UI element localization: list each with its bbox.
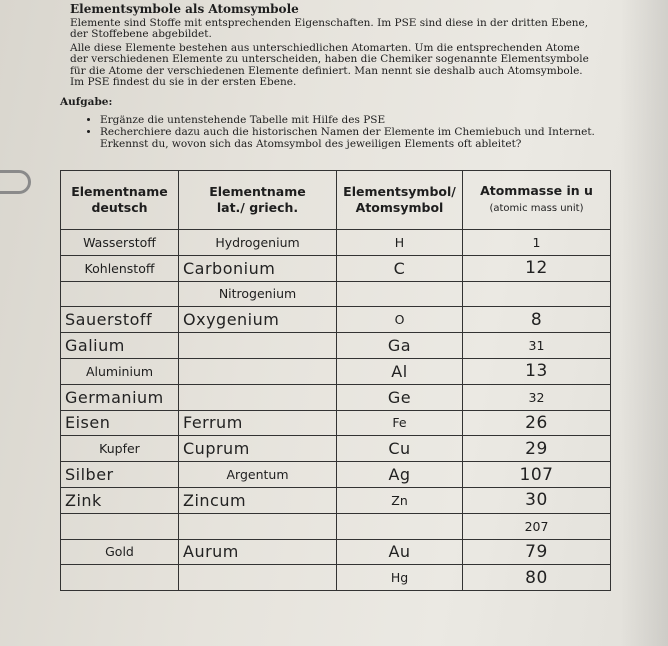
task-question: Erkennst du, wovon sich das Atomsymbol des jeweiligen Elements oft ableitet? [100,138,522,150]
table-row [61,410,611,436]
atomic-mass-cell[interactable] [463,281,611,307]
symbol-cell[interactable]: Ga [337,333,463,359]
task-item: • Ergänze die untenstehende Tabelle mit Hilfe des PSE [100,114,620,126]
german-name-cell[interactable] [61,513,179,539]
task-section [60,96,620,150]
table-row [61,565,611,591]
task-list [60,114,620,138]
latin-name-cell[interactable]: Argentum [179,462,337,488]
element-table [60,170,611,591]
atomic-mass-cell[interactable]: 8 [463,307,611,333]
atomic-mass-cell[interactable]: 79 [463,539,611,565]
latin-name-cell[interactable] [179,384,337,410]
german-name-cell[interactable]: Galium [61,333,179,359]
symbol-cell[interactable]: Au [337,539,463,565]
german-name-cell[interactable]: Germanium [61,384,179,410]
table-row [61,255,611,281]
atomic-mass-cell[interactable]: 29 [463,436,611,462]
table-row [61,539,611,565]
table-row [61,281,611,307]
german-name-cell[interactable]: Sauerstoff [61,307,179,333]
atomic-mass-cell[interactable]: 32 [463,384,611,410]
atomic-mass-cell[interactable]: 207 [463,513,611,539]
latin-name-cell[interactable]: Ferrum [179,410,337,436]
german-name-cell[interactable]: Silber [61,462,179,488]
atomic-mass-cell[interactable]: 26 [463,410,611,436]
latin-name-cell[interactable] [179,565,337,591]
table-row [61,462,611,488]
symbol-cell[interactable]: Zn [337,487,463,513]
latin-name-cell[interactable] [179,358,337,384]
symbol-cell[interactable] [337,513,463,539]
binder-ring [0,170,31,194]
symbol-cell[interactable]: C [337,255,463,281]
german-name-cell[interactable] [61,281,179,307]
table-row [61,358,611,384]
table-row [61,436,611,462]
atomic-mass-cell[interactable]: 30 [463,487,611,513]
table-row [61,513,611,539]
symbol-cell[interactable]: Hg [337,565,463,591]
header-german-name: Elementname deutsch [61,171,179,230]
latin-name-cell[interactable]: Zincum [179,487,337,513]
symbol-cell[interactable]: Ag [337,462,463,488]
atomic-mass-cell[interactable]: 31 [463,333,611,359]
latin-name-cell[interactable] [179,513,337,539]
latin-name-cell[interactable]: Hydrogenium [179,230,337,256]
german-name-cell[interactable]: Eisen [61,410,179,436]
table-row [61,230,611,256]
symbol-cell[interactable]: Cu [337,436,463,462]
german-name-cell[interactable]: Gold [61,539,179,565]
table-row [61,384,611,410]
symbol-cell[interactable]: Ge [337,384,463,410]
atomic-mass-cell[interactable]: 80 [463,565,611,591]
table-row [61,487,611,513]
atomic-mass-cell[interactable]: 12 [463,255,611,281]
atomic-mass-cell[interactable]: 1 [463,230,611,256]
german-name-cell[interactable]: Zink [61,487,179,513]
intro-paragraph-2: Alle diese Elemente bestehen aus unterschiedlichen Atomarten. Um die entsprechenden Atome der verschiedenen Elemente zu unterscheiden, haben die Chemiker sogenannte Elementsymbole für die Atome der verschiedenen Elemente definiert. Man nennt sie deshalb auch Atomsymbole. Im PSE findest du sie in der ersten Ebene. [70,41,589,88]
worksheet-header [70,4,590,91]
intro-paragraph-1: Elemente sind Stoffe mit entsprechenden Eigenschaften. Im PSE sind diese in der dritten Ebene, der Stoffebene abgebildet. [70,16,589,40]
latin-name-cell[interactable]: Oxygenium [179,307,337,333]
header-latin-name: Elementname lat./ griech. [179,171,337,230]
table-row [61,307,611,333]
latin-name-cell[interactable]: Cuprum [179,436,337,462]
table-header-row [61,171,611,230]
task-label: Aufgabe: [60,96,113,108]
atomic-mass-cell[interactable]: 107 [463,462,611,488]
latin-name-cell[interactable]: Carbonium [179,255,337,281]
german-name-cell[interactable]: Kupfer [61,436,179,462]
header-symbol: Elementsymbol/ Atomsymbol [337,171,463,230]
symbol-cell[interactable]: Al [337,358,463,384]
worksheet-title: Elementsymbole als Atomsymbole [70,2,299,16]
table-row [61,333,611,359]
latin-name-cell[interactable]: Nitrogenium [179,281,337,307]
german-name-cell[interactable]: Kohlenstoff [61,255,179,281]
german-name-cell[interactable] [61,565,179,591]
header-atomic-mass: Atommasse in u (atomic mass unit) [463,171,611,230]
page-edge-shadow [620,0,668,646]
latin-name-cell[interactable]: Aurum [179,539,337,565]
symbol-cell[interactable]: H [337,230,463,256]
german-name-cell[interactable]: Wasserstoff [61,230,179,256]
symbol-cell[interactable]: Fe [337,410,463,436]
symbol-cell[interactable] [337,281,463,307]
latin-name-cell[interactable] [179,333,337,359]
task-item: • Recherchiere dazu auch die historischen Namen der Elemente im Chemiebuch und Internet. [100,126,620,138]
symbol-cell[interactable]: O [337,307,463,333]
german-name-cell[interactable]: Aluminium [61,358,179,384]
atomic-mass-cell[interactable]: 13 [463,358,611,384]
